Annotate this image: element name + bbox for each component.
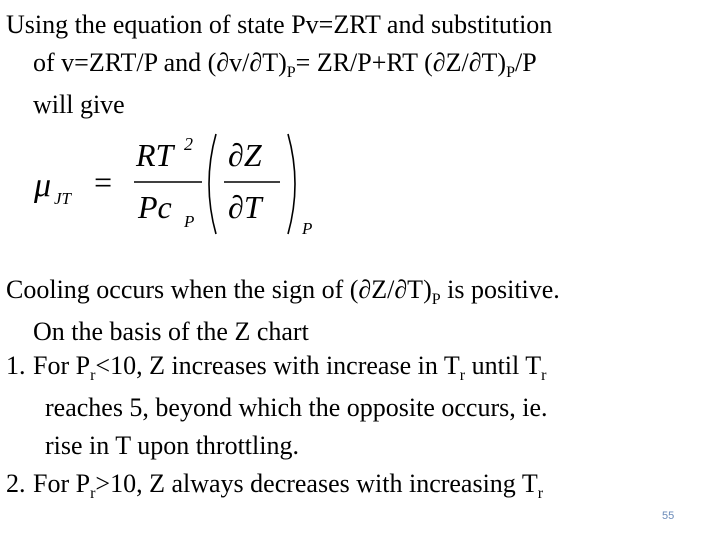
- list-number: 1.: [6, 351, 26, 380]
- list-item: [6, 465, 548, 507]
- mu-symbol: μ: [34, 167, 52, 204]
- item-text: For P: [33, 469, 91, 498]
- right-paren: [288, 134, 295, 234]
- numbered-list: [6, 347, 548, 507]
- subscript: r: [90, 485, 96, 502]
- intro-line-3: will give: [33, 90, 125, 119]
- denominator: Pc: [138, 189, 172, 225]
- subscript: r: [90, 367, 96, 384]
- page-number: 55: [662, 510, 675, 522]
- intro-text-a: of v=ZRT/P and (∂v/∂T): [33, 48, 287, 77]
- item-2-line-1: [33, 469, 544, 502]
- numerator-superscript: 2: [184, 134, 193, 154]
- partial-t: ∂T: [228, 189, 262, 225]
- intro-text-c: /P: [515, 48, 537, 77]
- list-item: [6, 347, 548, 465]
- cooling-text-b: is positive.: [440, 275, 560, 304]
- subscript: P: [506, 64, 515, 81]
- outer-subscript: P: [302, 219, 313, 238]
- cooling-line-1: [6, 275, 560, 308]
- partial-z: ∂Z: [228, 137, 262, 173]
- intro-paragraph: [6, 6, 552, 124]
- cooling-text-a: Cooling occurs when the sign of (∂Z/∂T): [6, 275, 432, 304]
- intro-line-2: [6, 44, 552, 86]
- cooling-paragraph: [6, 271, 560, 351]
- denominator-subscript: P: [184, 212, 195, 231]
- intro-line-1: Using the equation of state Pv=ZRT and substitution: [6, 10, 553, 39]
- subscript: r: [537, 485, 544, 502]
- subscript: r: [459, 367, 466, 384]
- item-1-line-3: rise in T upon throttling.: [45, 431, 299, 460]
- numerator: RT: [136, 137, 174, 173]
- list-number: 2.: [6, 469, 26, 498]
- intro-text-b: = ZR/P+RT (∂Z/∂T): [295, 48, 507, 77]
- subscript: P: [431, 291, 441, 308]
- cooling-line-2: On the basis of the Z chart: [33, 317, 309, 346]
- equals-sign: =: [92, 164, 114, 200]
- joule-thomson-equation: [34, 130, 334, 242]
- subscript: P: [286, 64, 296, 81]
- item-text: >10, Z always decreases with increasing T: [95, 469, 538, 498]
- item-1-line-2: reaches 5, beyond which the opposite occurs, ie.: [45, 393, 548, 422]
- item-text: until T: [465, 351, 542, 380]
- item-1-line-1: [33, 351, 547, 384]
- subscript: r: [541, 367, 547, 384]
- left-paren: [209, 134, 216, 234]
- item-text: For P: [33, 351, 91, 380]
- item-text: <10, Z increases with increase in T: [95, 351, 460, 380]
- mu-subscript: JT: [54, 189, 71, 208]
